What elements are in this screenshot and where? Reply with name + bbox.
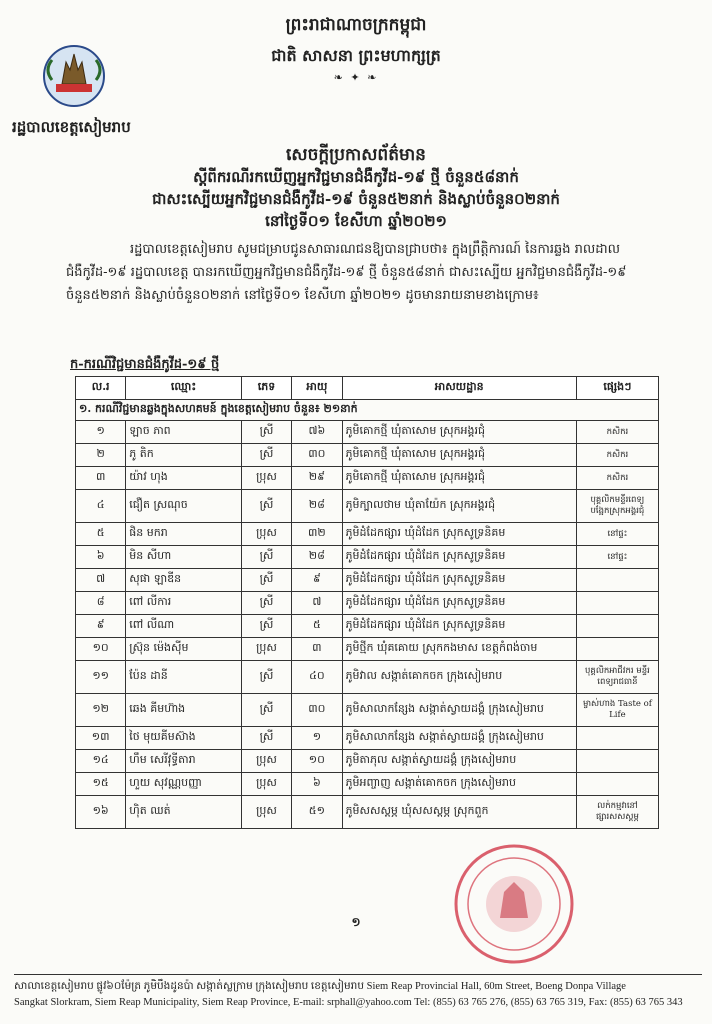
cell-note — [576, 615, 658, 638]
admin-name: រដ្ឋបាលខេត្តសៀមរាប — [12, 118, 131, 136]
cell-name: ឡាច ភាព — [126, 421, 241, 444]
cell-age: ១ — [292, 727, 342, 750]
cell-name: សុផា ឡាឌីន — [126, 569, 241, 592]
footer-line-1: សាលាខេត្តសៀមរាប ផ្លូវ៦០ម៉ែត្រ ភូមិបឹងដូនប៉ា សង្កាត់ស្លក្រាម ក្រុងសៀមរាប ខេត្តសៀមរាប Siem Reap Provincial Hall, 60m Street, Boeng Donpa Village — [14, 981, 626, 992]
cell-name: យ៉ាវ ហុង — [126, 467, 241, 490]
cell-age: ៤០ — [292, 661, 342, 694]
cell-name: ផិន មករា — [126, 523, 241, 546]
cell-age: ១០ — [292, 750, 342, 773]
cell-age: ៧ — [292, 592, 342, 615]
cell-no: ១៤ — [76, 750, 126, 773]
cell-note: នៅផ្ទះ — [576, 523, 658, 546]
cell-address: ភូមិសាលាកន្សែង សង្កាត់ស្វាយដង្គំ ក្រុងសៀមរាប — [342, 694, 576, 727]
cell-name: ពៅ លីការ — [126, 592, 241, 615]
official-seal-icon — [452, 842, 576, 966]
header-sex: ភេទ — [241, 377, 291, 400]
table-row — [76, 694, 659, 727]
cell-no: ៥ — [76, 523, 126, 546]
cell-address: ភូមិដំដែកផ្សារ ឃុំដំដែក ស្រុកសូទ្រនិគម — [342, 546, 576, 569]
cell-address: ភូមិគោកថ្មី ឃុំតាសោម ស្រុកអង្គរជុំ — [342, 444, 576, 467]
cell-name: ថៃ មុយគីមស៊ាង — [126, 727, 241, 750]
page-number: ១ — [351, 915, 361, 929]
table-row — [76, 615, 659, 638]
cell-name: ពៅ លីណា — [126, 615, 241, 638]
cell-note — [576, 638, 658, 661]
cell-age: ២៩ — [292, 467, 342, 490]
title-line-2: ជាសះស្បើយអ្នកវិជ្ជមានជំងឺកូវីដ-១៩ ចំនួន៥២នាក់ និងស្លាប់ចំនួន០២នាក់ — [152, 190, 560, 208]
table-row — [76, 727, 659, 750]
cell-note: បុគ្គលិកមន្ទីរពេទ្យ បង្អែកស្រុកអង្គរជុំ — [576, 490, 658, 523]
cell-address: ភូមិគោកថ្មី ឃុំតាសោម ស្រុកអង្គរជុំ — [342, 421, 576, 444]
section-title: ក-ករណីវិជ្ជមានជំងឺកូវីដ-១៩ ថ្មី — [70, 357, 220, 372]
cell-address: ភូមិអញ្ចាញ សង្កាត់គោកចក ក្រុងសៀមរាប — [342, 773, 576, 796]
cell-name: មិន សីហា — [126, 546, 241, 569]
cell-no: ១៦ — [76, 796, 126, 829]
cell-address: ភូមិគោកថ្មី ឃុំតាសោម ស្រុកអង្គរជុំ — [342, 467, 576, 490]
footer — [14, 974, 702, 1011]
cell-sex: ស្រី — [241, 569, 291, 592]
header-note: ផ្សេងៗ — [576, 377, 658, 400]
cell-no: ៣ — [76, 467, 126, 490]
cell-address: ភូមិដំដែកផ្សារ ឃុំដំដែក ស្រុកសូទ្រនិគម — [342, 615, 576, 638]
cell-age: ៣ — [292, 638, 342, 661]
cell-address: ភូមិសាលាកន្សែង សង្កាត់ស្វាយដង្គំ ក្រុងសៀមរាប — [342, 727, 576, 750]
table-row — [76, 523, 659, 546]
cell-note — [576, 773, 658, 796]
cell-address: ភូមិសសស្តម្ភ ឃុំសសស្តម្ភ ស្រុកពួក — [342, 796, 576, 829]
document-titles — [0, 144, 712, 232]
cell-address: ភូមិដំដែកផ្សារ ឃុំដំដែក ស្រុកសូទ្រនិគម — [342, 523, 576, 546]
cell-no: ៦ — [76, 546, 126, 569]
table-row — [76, 773, 659, 796]
cell-age: ៣២ — [292, 523, 342, 546]
cell-age: ២៨ — [292, 490, 342, 523]
cell-sex: ស្រី — [241, 444, 291, 467]
cell-address: ភូមិក្បាលថាម ឃុំតាយ៉ែក ស្រុកអង្គរជុំ — [342, 490, 576, 523]
cell-age: ៥១ — [292, 796, 342, 829]
cell-address: ភូមិថ្មីក ឃុំគគោយ ស្រុកកងមាស ខេត្តកំពង់ចាម — [342, 638, 576, 661]
cell-no: ៤ — [76, 490, 126, 523]
cell-sex: ស្រី — [241, 727, 291, 750]
cell-no: ១៣ — [76, 727, 126, 750]
table-row — [76, 750, 659, 773]
cell-age: ៦ — [292, 773, 342, 796]
table-row — [76, 490, 659, 523]
cell-sex: ប្រុស — [241, 796, 291, 829]
cell-note: កសិករ — [576, 421, 658, 444]
cell-sex: ប្រុស — [241, 638, 291, 661]
cell-no: ៨ — [76, 592, 126, 615]
table-row — [76, 569, 659, 592]
footer-line-2: Sangkat Slorkram, Siem Reap Municipality, Siem Reap Province, E-mail: srphall@yahoo.com Tel: (855) 63 765 276, (855) 63 765 319, Fax: (855) 63 765 343 — [14, 997, 683, 1008]
kingdom-motto: ជាតិ សាសនា ព្រះមហាក្សត្រ — [271, 46, 441, 65]
cell-note — [576, 569, 658, 592]
title-line-3: នៅថ្ងៃទី០១ ខែសីហា ឆ្នាំ២០២១ — [265, 212, 447, 230]
table-subheader: ១. ករណីវិជ្ជមានឆ្លងក្នុងសហគមន៍ ក្នុងខេត្តសៀមរាប ចំនួន៖ ២១នាក់ — [76, 400, 659, 421]
cell-age: ៣០ — [292, 444, 342, 467]
cell-name: ឆេង គីមហ៊ាង — [126, 694, 241, 727]
cell-sex: ស្រី — [241, 694, 291, 727]
table-row — [76, 592, 659, 615]
cell-sex: ប្រុស — [241, 467, 291, 490]
cell-name: ជឿត ស្រណុច — [126, 490, 241, 523]
cell-sex: ស្រី — [241, 615, 291, 638]
table-row — [76, 661, 659, 694]
cell-no: ១១ — [76, 661, 126, 694]
cell-name: ស្រ៊ុន ម៉េងស៊ីម — [126, 638, 241, 661]
title-line-1: ស្តីពីករណីរកឃើញអ្នកវិជ្ជមានជំងឺកូវីដ-១៩ ថ្មី ចំនួន៥៨នាក់ — [193, 168, 519, 186]
header-address: អាសយដ្ឋាន — [342, 377, 576, 400]
cell-age: ៧៦ — [292, 421, 342, 444]
header-no: ល.រ — [76, 377, 126, 400]
cell-note — [576, 727, 658, 750]
cell-age: ២៨ — [292, 546, 342, 569]
document-title: សេចក្តីប្រកាសព័ត៌មាន — [286, 145, 426, 165]
header-name: ឈ្មោះ — [126, 377, 241, 400]
cell-note: កសិករ — [576, 467, 658, 490]
cell-age: ៩ — [292, 569, 342, 592]
intro-text: រដ្ឋបាលខេត្តសៀមរាប សូមជម្រាបជូនសាធារណជនឱ្យបានជ្រាបថា៖ ក្នុងព្រឹត្តិការណ៍ នៃការឆ្លង រាលដាលជំងឺកូវីដ-១៩ រដ្ឋបាលខេត្ត បានរកឃើញអ្នកវិជ្ជមានជំងឺកូវីដ-១៩ ថ្មី ចំនួន៥៨នាក់ ជាសះស្បើយ អ្នកវិជ្ជមានជំងឺកូវីដ-១៩ ចំនួន៥២នាក់ និងស្លាប់ចំនួន០២នាក់ នៅថ្ងៃទី០១ ខែសីហា ឆ្នាំ២០២១ ដូចមានរាយនាមខាងក្រោម៖ — [66, 242, 627, 303]
table-subheader-row — [76, 400, 659, 421]
cell-name: ហ៊ិត ឈត់ — [126, 796, 241, 829]
cell-note: លក់កម្មវានៅ ផ្សារសសស្តម្ភ — [576, 796, 658, 829]
cell-no: ១ — [76, 421, 126, 444]
cell-no: ៧ — [76, 569, 126, 592]
cell-no: ១៥ — [76, 773, 126, 796]
cell-sex: ប្រុស — [241, 750, 291, 773]
cell-age: ៣០ — [292, 694, 342, 727]
cell-sex: ស្រី — [241, 661, 291, 694]
cell-address: ភូមិដំដែកផ្សារ ឃុំដំដែក ស្រុកសូទ្រនិគម — [342, 592, 576, 615]
cell-name: ភូ តិក — [126, 444, 241, 467]
table-row — [76, 796, 659, 829]
table-row — [76, 638, 659, 661]
cell-no: ៩ — [76, 615, 126, 638]
cell-address: ភូមិតាភុល សង្កាត់ស្វាយដង្គំ ក្រុងសៀមរាប — [342, 750, 576, 773]
cell-no: ១២ — [76, 694, 126, 727]
cell-note: ម្ចាស់ហាង Taste of Life — [576, 694, 658, 727]
cell-sex: ប្រុស — [241, 773, 291, 796]
table-row — [76, 444, 659, 467]
cell-sex: ស្រី — [241, 421, 291, 444]
cell-address: ភូមិវាល សង្កាត់គោកចក ក្រុងសៀមរាប — [342, 661, 576, 694]
cell-name: ហួយ សុវណ្ណបញ្ញា — [126, 773, 241, 796]
cell-sex: ស្រី — [241, 546, 291, 569]
table-header-row — [76, 377, 659, 400]
cell-no: ២ — [76, 444, 126, 467]
cell-no: ១០ — [76, 638, 126, 661]
cell-age: ៥ — [292, 615, 342, 638]
cases-table — [75, 376, 659, 829]
intro-paragraph — [66, 238, 650, 307]
header-age: អាយុ — [292, 377, 342, 400]
cell-name: ហឹម សេរីវុទ្ធីតារា — [126, 750, 241, 773]
cell-address: ភូមិដំដែកផ្សារ ឃុំដំដែក ស្រុកសូទ្រនិគម — [342, 569, 576, 592]
cell-name: ប៉ែន ដានី — [126, 661, 241, 694]
table-row — [76, 546, 659, 569]
cell-note: នៅផ្ទះ — [576, 546, 658, 569]
cell-note: កសិករ — [576, 444, 658, 467]
table-row — [76, 467, 659, 490]
cell-sex: ស្រី — [241, 592, 291, 615]
cell-note — [576, 592, 658, 615]
ornament-divider: ❧ ✦ ❧ — [333, 71, 379, 84]
table-row — [76, 421, 659, 444]
cell-note: បុគ្គលិកអាជីវករ មន្ទីរពេទ្យរាជធានី — [576, 661, 658, 694]
cell-sex: ប្រុស — [241, 523, 291, 546]
cell-note — [576, 750, 658, 773]
cell-sex: ស្រី — [241, 490, 291, 523]
kingdom-title: ព្រះរាជាណាចក្រកម្ពុជា — [285, 15, 427, 35]
provincial-logo-icon — [38, 40, 110, 112]
